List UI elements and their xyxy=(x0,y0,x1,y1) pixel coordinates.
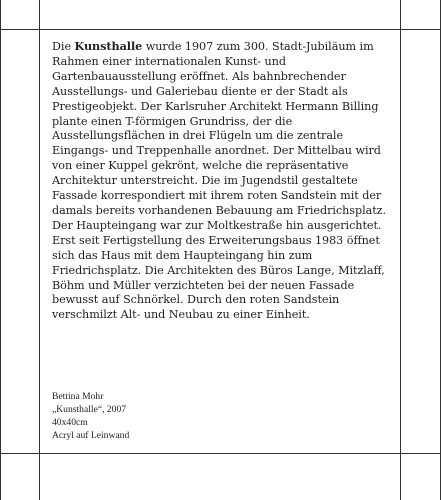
caption-size: 40x40cm xyxy=(52,417,88,428)
frame-line-bottom xyxy=(0,453,441,454)
caption-medium: Acryl auf Leinwand xyxy=(52,430,130,441)
frame-line-inner-right xyxy=(400,0,401,500)
caption-title: „Kunsthalle“, 2007 xyxy=(52,404,127,415)
article-body-1: wurde 1907 zum 300. Stadt-Jubiläum im Rahmen einer internationalen Kunst- und Gartenbauausstellung eröffnet. Als bahnbrechender Ausstellungs- und Galeriebau diente er der Stadt als Prestigeobjekt. Der Karlsruher Architekt Hermann Billing plante einen T-förmigen Grundriss, der die Ausstellungsflächen in drei Flügeln um die zentrale Eingangs- und Treppenhalle anordnet. Der Mittelbau wird von einer Kuppel gekrönt, welche die repräsentative Architektur unterstreicht. Die im Jugendstil gestaltete Fassade korrespondiert mit ihrem roten Sandstein mit der damals bereits vorhandenen Bebauung am Friedrichsplatz. xyxy=(52,40,387,217)
caption-artist: Bettina Mohr xyxy=(52,391,104,402)
frame-line-inner-left xyxy=(39,0,40,500)
kunsthalle-highlight: Kunsthalle xyxy=(74,39,143,53)
article-paragraph-2: Der Haupteingang war zur Moltkestraße hin ausgerichtet. Erst seit Fertigstellung des Erweiterungsbaus 1983 öffnet sich das Haus mit dem Haupteingang hin zum Friedrichsplatz. Die Architekten des Büros Lange, Mitzlaff, Böhm und Müller verzichteten bei der neuen Fassade bewusst auf Schnörkel. Durch den roten Sandstein verschmilzt Alt- und Neubau zu einer Einheit. xyxy=(52,218,385,322)
frame-line-left xyxy=(0,0,1,500)
artwork-caption xyxy=(52,390,252,442)
article-text xyxy=(52,39,390,323)
frame-line-top xyxy=(0,29,441,30)
article-intro: Die xyxy=(52,40,75,53)
article-paragraph-1 xyxy=(52,39,390,219)
